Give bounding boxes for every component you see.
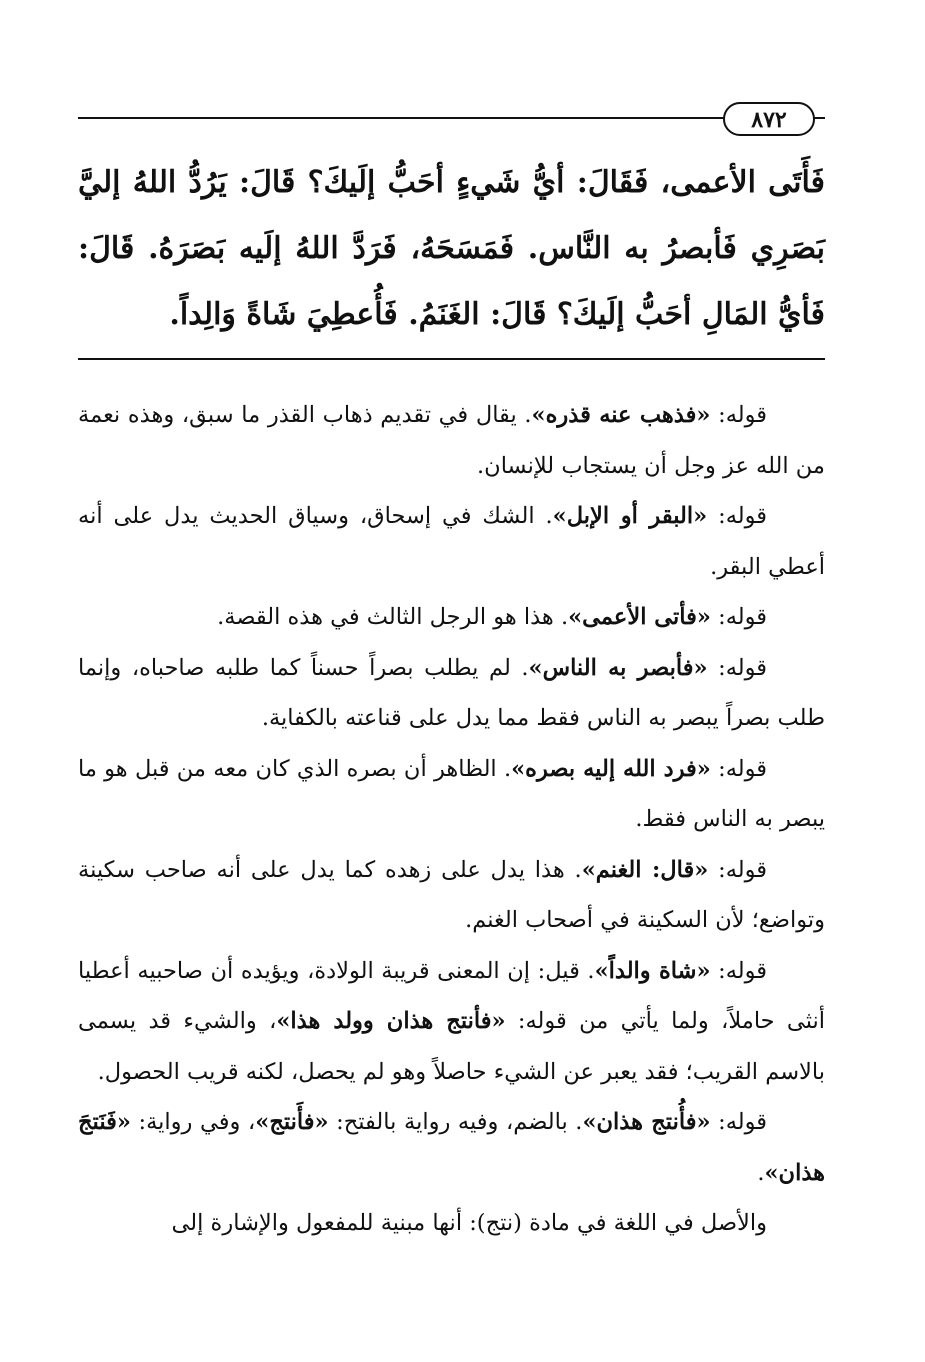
commentary-paragraph [78,946,825,1098]
paragraph-lead: قوله: [710,957,767,984]
header-rule [78,117,825,119]
paragraph-quote: «فَنَتجَ هذان» [78,1109,825,1186]
commentary-paragraph [78,845,825,946]
paragraph-text: ، وفي رواية: [130,1109,256,1135]
paragraph-text: . يقال في تقديم ذهاب القذر ما سبق، وهذه نعمة من الله عز وجل أن يستجاب للإنسان. [78,402,825,479]
paragraph-text: . الظاهر أن بصره الذي كان معه من قبل هو ما يبصر به الناس فقط. [78,755,825,832]
paragraph-lead: قوله: [707,654,768,681]
paragraph-quote: «البقر أو الإبل» [552,503,708,529]
paragraph-text: . لم يطلب بصراً حسناً كما طلبه صاحباه، وإنما طلب بصراً يبصر به الناس فقط مما يدل على قناعته بالكفاية. [78,654,825,731]
commentary-paragraph [78,1097,825,1198]
paragraph-quote: «فأتى الأعمى» [568,604,711,630]
page-number: ٨٧٢ [723,102,815,136]
paragraph-quote: «قال: الغنم» [581,856,709,883]
commentary-paragraph [78,643,825,744]
paragraph-quote: «فأبصر به الناس» [528,654,708,681]
paragraph-quote: «فذهب عنه قذره» [531,402,711,428]
paragraph-quote: «فرد الله إليه بصره» [511,755,711,782]
paragraph-text: والأصل في اللغة في مادة (نتج): أنها مبنية للمفعول والإشارة إلى [171,1210,767,1236]
paragraph-lead: قوله: [707,503,768,529]
commentary-paragraph [78,1198,825,1249]
paragraph-text: . بالضم، وفيه رواية بالفتح: [328,1109,583,1135]
paragraph-lead: قوله: [710,1109,767,1135]
commentary-paragraph [78,491,825,592]
commentary-paragraph [78,744,825,845]
hadith-text: فَأَتَى الأعمى، فَقَالَ: أيُّ شَيءٍ أحَبُّ إلَيكَ؟ قَالَ: يَرُدُّ اللهُ إليَّ بَصَرِي فَأبصرُ به النَّاس. فَمَسَحَهُ، فَرَدَّ اللهُ إلَيه بَصَرَهُ. قَالَ: فَأيُّ المَالِ أحَبُّ إلَيكَ؟ قَالَ: الغَنَمُ. فَأُعطِيَ شَاةً وَالِداً. [78,165,826,332]
paragraph-lead: قوله: [710,604,767,630]
paragraph-text: . هذا يدل على زهده كما يدل على أنه صاحب سكينة وتواضع؛ لأن السكينة في أصحاب الغنم. [78,856,825,933]
paragraph-text: . [757,1159,765,1186]
commentary [78,390,825,1249]
paragraph-lead: قوله: [708,856,768,883]
paragraph-lead: قوله: [710,402,768,428]
paragraph-quote: «فأَنتج» [255,1109,329,1135]
paragraph-quote: «شاة والداً» [594,957,711,984]
paragraph-quote: «فأُنتج هذان» [582,1109,711,1135]
paragraph-text: . هذا هو الرجل الثالث في هذه القصة. [217,604,569,630]
paragraph-text: . قيل: إن المعنى قريبة الولادة، ويؤيده أن صاحبيه أعطيا أنثى حاملاً، ولما يأتي من قوله: [78,957,825,1034]
paragraph-text: ، والشيء قد يسمى بالاسم القريب؛ فقد يعبر عن الشيء حاصلاً وهو لم يحصل، لكنه قريب الحصول. [78,1008,825,1085]
paragraph-lead: قوله: [710,755,768,782]
book-page [78,80,825,1350]
paragraph-quote: «فأنتج هذان وولد هذا» [276,1008,506,1034]
commentary-paragraph [78,390,825,491]
commentary-paragraph [78,592,825,643]
paragraph-text: . الشك في إسحاق، وسياق الحديث يدل على أنه أعطي البقر. [78,503,825,580]
page-header [78,102,825,142]
section-divider [78,358,825,360]
